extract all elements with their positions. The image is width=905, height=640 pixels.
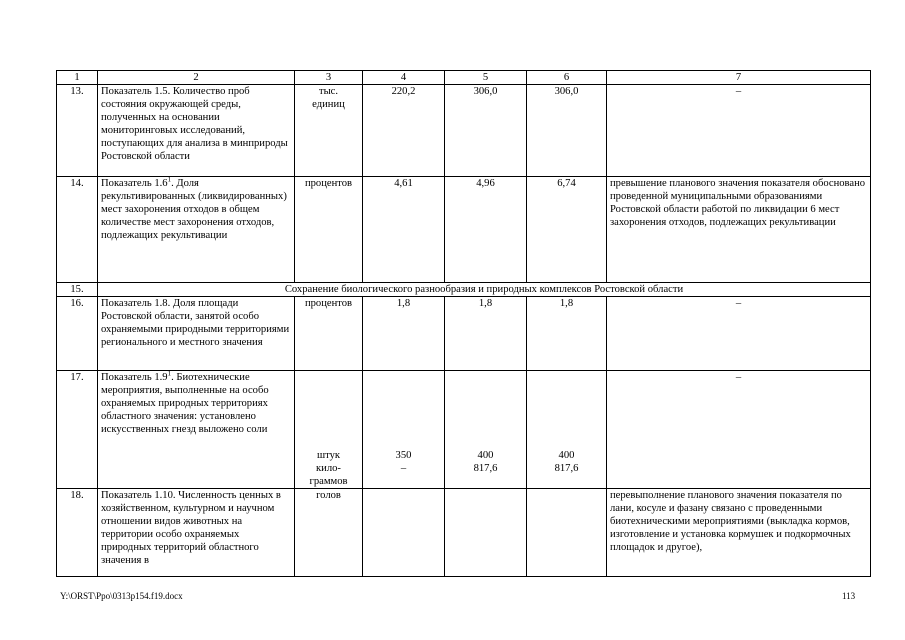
indicator-name: Показатель 1.10. Численность ценных в хозяйственном, культурном и научном отношении видов животных на территории особо охраняемых природных территорий областного значения в (98, 489, 295, 577)
row-number: 15. (57, 283, 98, 297)
section-title: Сохранение биологического разнообразия и природных комплексов Ростовской области (98, 283, 871, 297)
value-cell: 1,8 (363, 297, 445, 371)
value-cell (445, 371, 527, 489)
header-cell: 3 (295, 71, 363, 85)
value-cell (363, 489, 445, 577)
table-row (57, 371, 871, 489)
unit-cell: процентов (295, 297, 363, 371)
table-row (57, 177, 871, 283)
value-cell (363, 371, 445, 489)
note-cell: превышение планового значения показателя обосновано проведенной муниципальными образованиями Ростовской области работой по ликвидации 6 мест захоронения отходов, подлежащих рекультивации (607, 177, 871, 283)
row-number: 16. (57, 297, 98, 371)
note-cell: перевыполнение планового значения показателя по лани, косуле и фазану связано с проведенными биотехническими мероприятиями (выкладка кормов, изготовление и установка кормушек и подкормочных площадок и другое), (607, 489, 871, 577)
indicator-name: Показатель 1.8. Доля площади Ростовской области, занятой особо охраняемыми природными территориями регионального и местного значения (98, 297, 295, 371)
value-cell: 1,8 (527, 297, 607, 371)
note-cell: – (607, 85, 871, 177)
value-cell: 4,61 (363, 177, 445, 283)
value-cell: 220,2 (363, 85, 445, 177)
table-row (57, 85, 871, 177)
footnote-mark: 1 (167, 176, 172, 184)
file-path: Y:\ORST\Ppo\0313p154.f19.docx (60, 591, 183, 601)
value-cell (527, 489, 607, 577)
indicator-name-rest: . Доля рекультивированных (ликвидированных) мест захоронения отходов в общем количестве мест захоронения отходов, подлежащих рекультивации (101, 178, 287, 241)
value-cell: 1,8 (445, 297, 527, 371)
unit-cell: тыс. единиц (295, 85, 363, 177)
row-number: 18. (57, 489, 98, 577)
section-row (57, 283, 871, 297)
table-row (57, 489, 871, 577)
indicator-name: Показатель 1.5. Количество проб состояния окружающей среды, полученных на основании мониторинговых исследований, поступающих для анализа в минприроды Ростовской области (98, 85, 295, 177)
header-cell: 5 (445, 71, 527, 85)
unit-cell (295, 371, 363, 489)
unit-line: штук (316, 450, 341, 461)
indicator-name-prefix: Показатель 1.9 (101, 372, 168, 383)
header-cell: 4 (363, 71, 445, 85)
page-number: 113 (842, 591, 856, 601)
value-line: 400 (477, 450, 494, 461)
value-line: 400 (558, 450, 575, 461)
row-number: 14. (57, 177, 98, 283)
header-cell: 2 (98, 71, 295, 85)
header-cell: 1 (57, 71, 98, 85)
value-cell (527, 371, 607, 489)
footnote-mark: 1 (167, 370, 172, 378)
header-cell: 6 (527, 71, 607, 85)
value-line: – (400, 463, 407, 474)
unit-cell: процентов (295, 177, 363, 283)
value-cell (445, 489, 527, 577)
value-line: 817,6 (473, 463, 498, 474)
unit-cell: голов (295, 489, 363, 577)
note-cell: – (607, 297, 871, 371)
header-cell: 7 (607, 71, 871, 85)
unit-line: кило- (316, 463, 341, 474)
indicator-name-rest: . Биотехнические мероприятия, выполненные на особо охраняемых природных территориях областного значения: установлено искусственных гнезд выложено соли (101, 372, 269, 435)
indicator-name (98, 371, 295, 489)
value-cell: 306,0 (445, 85, 527, 177)
value-cell: 4,96 (445, 177, 527, 283)
value-cell: 306,0 (527, 85, 607, 177)
row-number: 17. (57, 371, 98, 489)
unit-line: граммов (309, 476, 348, 487)
value-line: 817,6 (554, 463, 579, 474)
table-row (57, 297, 871, 371)
row-number: 13. (57, 85, 98, 177)
indicator-name-prefix: Показатель 1.6 (101, 178, 168, 189)
header-row (57, 71, 871, 85)
indicators-table (56, 70, 871, 577)
value-cell: 6,74 (527, 177, 607, 283)
indicator-name (98, 177, 295, 283)
value-line: 350 (395, 450, 412, 461)
note-cell: – (607, 371, 871, 489)
